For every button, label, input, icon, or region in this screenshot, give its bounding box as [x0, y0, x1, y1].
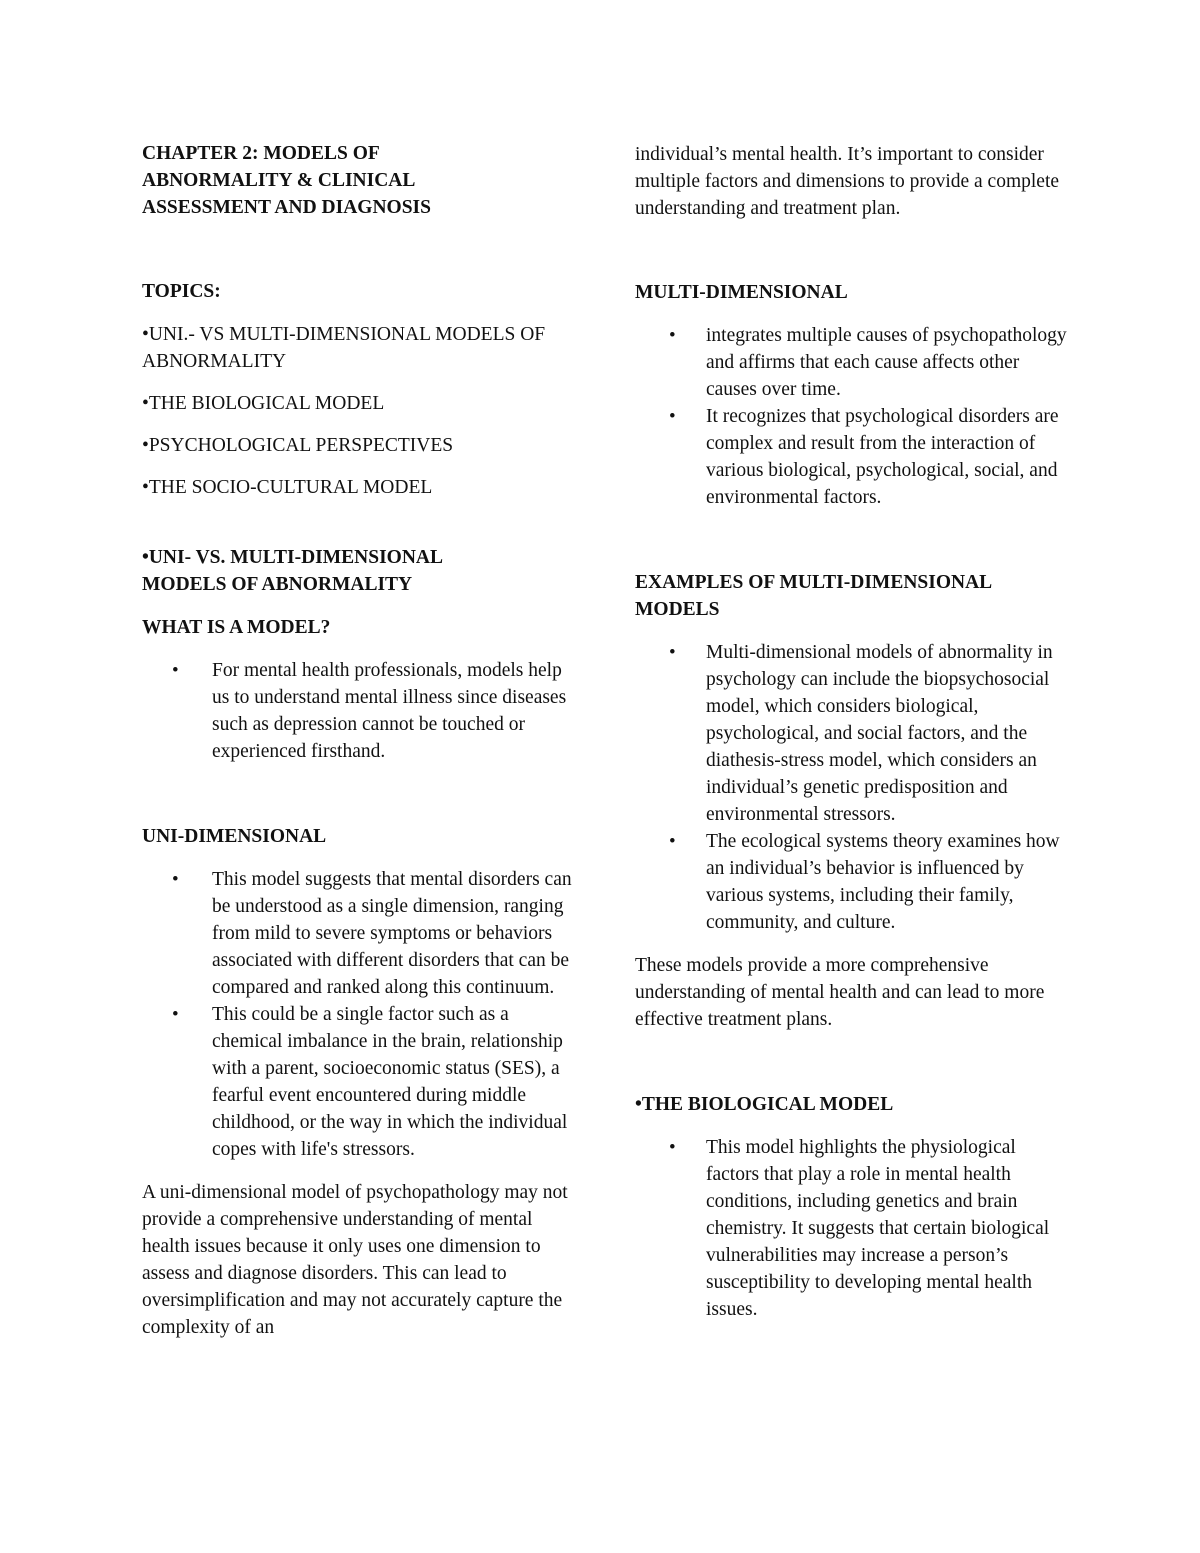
examples-list	[635, 639, 1067, 936]
section-heading-uni-vs-multi	[142, 544, 574, 598]
list-item: • This model highlights the physiological factors that play a role in mental health conditions, including genetics and brain chemistry. It suggests that certain biological vulnerabilities may increase a person’s susceptibility to developing mental health issues.	[635, 1134, 1067, 1323]
left-column	[142, 140, 574, 1341]
list-item: • This could be a single factor such as a chemical imbalance in the brain, relationship with a parent, socioeconomic status (SES), a fearful event encountered during middle childhood, or the way in which the individual copes with life's stressors.	[142, 1001, 574, 1163]
chapter-title-line: ABNORMALITY & CLINICAL	[142, 170, 416, 191]
list-item: • For mental health professionals, models help us to understand mental illness since diseases such as depression cannot be touched or experienced firsthand.	[142, 657, 574, 765]
right-column	[635, 141, 1067, 1323]
topic-item: •UNI.- VS MULTI-DIMENSIONAL MODELS OF ABNORMALITY	[142, 324, 546, 372]
continuation-paragraph: individual’s mental health. It’s important to consider multiple factors and dimensions to provide a complete understanding and treatment plan.	[635, 144, 1060, 219]
list-item: • The ecological systems theory examines how an individual’s behavior is influenced by various systems, including their family, community, and culture.	[635, 828, 1067, 936]
uni-dimensional-heading: UNI-DIMENSIONAL	[142, 826, 327, 847]
section-heading-line: MODELS OF ABNORMALITY	[142, 574, 413, 595]
uni-dimensional-list	[142, 866, 574, 1163]
examples-heading-line: EXAMPLES OF MULTI-DIMENSIONAL	[635, 572, 993, 593]
biological-model-heading: •THE BIOLOGICAL MODEL	[635, 1094, 894, 1115]
multi-dimensional-list	[635, 322, 1067, 511]
what-is-model-heading: WHAT IS A MODEL?	[142, 617, 331, 638]
list-item: • integrates multiple causes of psychopathology and affirms that each cause affects other causes over time.	[635, 322, 1067, 403]
section-heading-line: •UNI- VS. MULTI-DIMENSIONAL	[142, 547, 444, 568]
chapter-title-line: ASSESSMENT AND DIAGNOSIS	[142, 197, 431, 218]
biological-model-list	[635, 1134, 1067, 1323]
what-is-model-list	[142, 657, 574, 765]
list-item: • It recognizes that psychological disorders are complex and result from the interaction of various biological, psychological, social, and environmental factors.	[635, 403, 1067, 511]
examples-paragraph: These models provide a more comprehensive understanding of mental health and can lead to more effective treatment plans.	[635, 955, 1045, 1030]
multi-dimensional-heading: MULTI-DIMENSIONAL	[635, 282, 848, 303]
topic-item: •PSYCHOLOGICAL PERSPECTIVES	[142, 435, 454, 456]
topic-item: •THE SOCIO-CULTURAL MODEL	[142, 477, 433, 498]
topic-item: •THE BIOLOGICAL MODEL	[142, 393, 385, 414]
topics-list	[142, 321, 574, 501]
list-item: • Multi-dimensional models of abnormality in psychology can include the biopsychosocial model, which considers biological, psychological, and social factors, and the diathesis-stress model, which considers an individual’s genetic predisposition and environmental stressors.	[635, 639, 1067, 828]
examples-heading	[635, 569, 1067, 623]
chapter-title-line: CHAPTER 2: MODELS OF	[142, 143, 380, 164]
examples-heading-line: MODELS	[635, 599, 720, 620]
topics-heading: TOPICS:	[142, 281, 221, 302]
list-item: • This model suggests that mental disorders can be understood as a single dimension, ranging from mild to severe symptoms or behaviors associated with different disorders that can be compared and ranked along this continuum.	[142, 866, 574, 1001]
chapter-title	[142, 140, 574, 221]
uni-dimensional-paragraph: A uni-dimensional model of psychopathology may not provide a comprehensive understanding of mental health issues because it only uses one dimension to assess and diagnose disorders. This can lead to oversimplification and may not accurately capture the complexity of an	[142, 1182, 568, 1338]
